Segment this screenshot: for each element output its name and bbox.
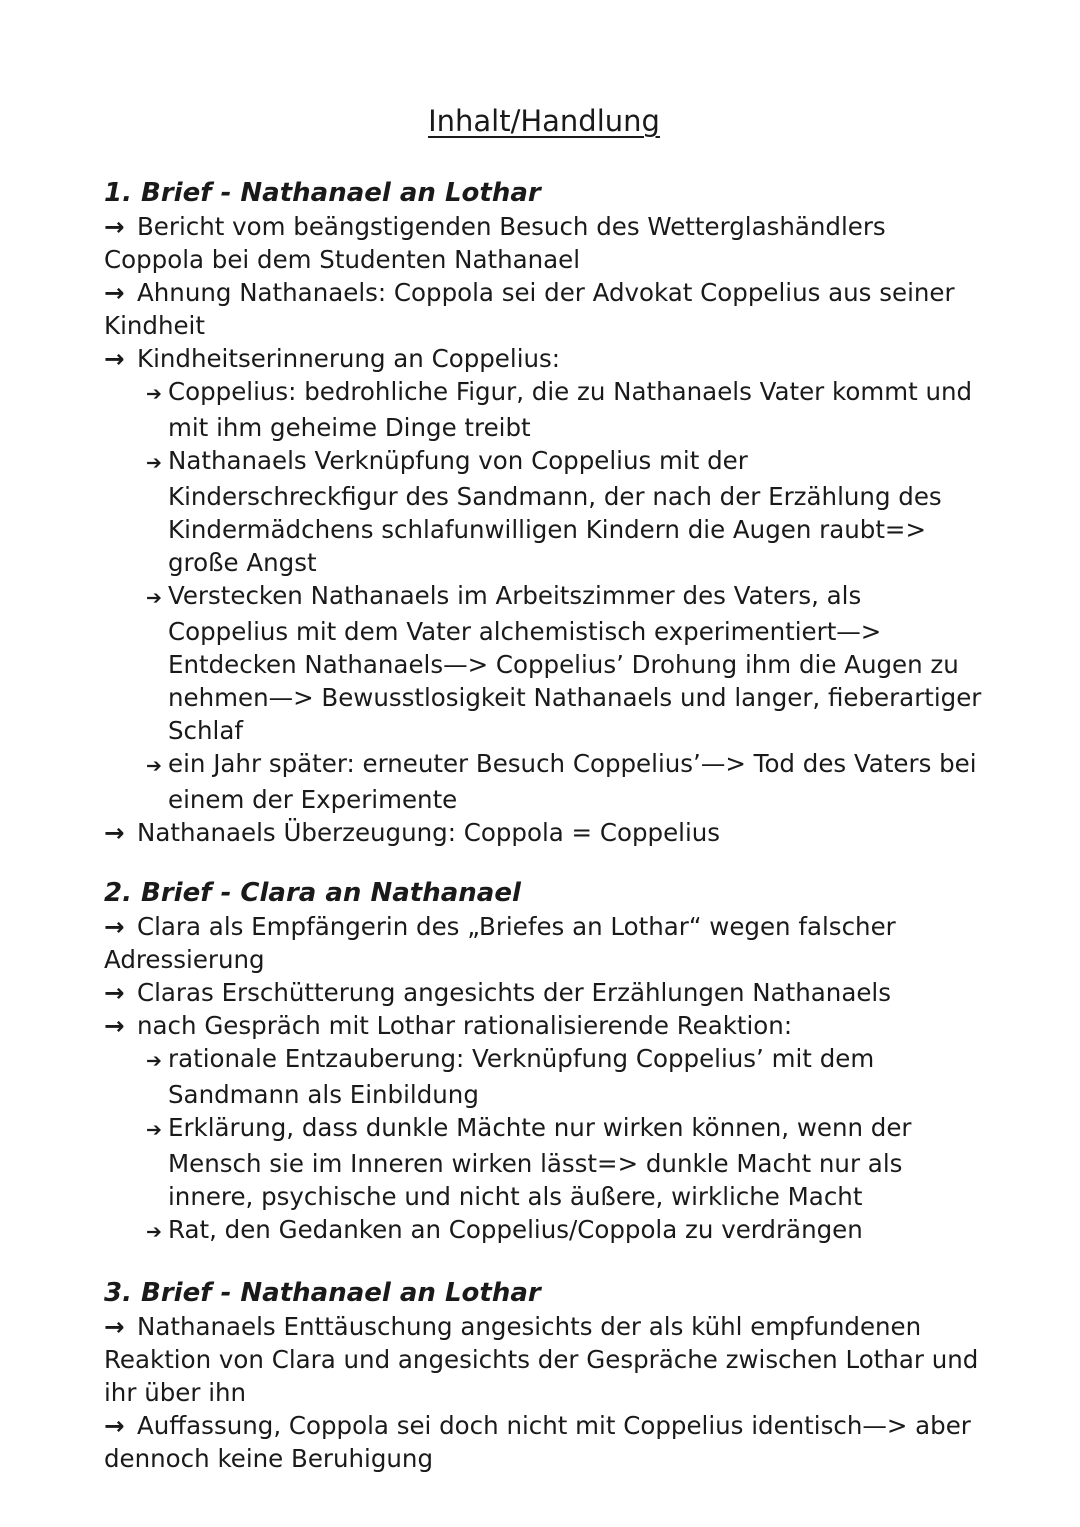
small-arrow-right-icon: ➔ [146,383,162,405]
list-item: → nach Gespräch mit Lothar rationalisierende Reaktion: [104,1011,793,1040]
sub-list-item: ➔ rationale Entzauberung: Verknüpfung Coppelius’ mit dem Sandmann als Einbildung [146,1044,875,1109]
list-item: → Nathanaels Überzeugung: Coppola = Coppelius [104,818,721,847]
small-arrow-right-icon: ➔ [146,1119,162,1141]
section-heading: 3. Brief - Nathanael an Lothar [104,1278,541,1308]
small-arrow-right-icon: ➔ [146,1050,162,1072]
small-arrow-right-icon: ➔ [146,1221,162,1243]
list-item: → Claras Erschütterung angesichts der Erzählungen Nathanaels [104,978,891,1007]
sub-list-item: ➔ Coppelius: bedrohliche Figur, die zu Nathanaels Vater kommt und mit ihm geheime Dinge treibt [146,377,973,442]
section-heading: 2. Brief - Clara an Nathanael [104,878,521,908]
arrow-right-icon: → [104,212,125,241]
small-arrow-right-icon: ➔ [146,587,162,609]
list-item: → Auffassung, Coppola sei doch nicht mit Coppelius identisch—> aber dennoch keine Beruhigung [104,1411,971,1473]
arrow-right-icon: → [104,344,125,373]
section-brief-1 [104,176,984,849]
list-item: → Clara als Empfängerin des „Briefes an Lothar“ wegen falscher Adressierung [104,912,896,974]
arrow-right-icon: → [104,1011,125,1040]
arrow-right-icon: → [104,1411,125,1440]
small-arrow-right-icon: ➔ [146,452,162,474]
sub-list-item: ➔ Verstecken Nathanaels im Arbeitszimmer des Vaters, als Coppelius mit dem Vater alchemistisch experimentiert—> Entdecken Nathanaels—> Coppelius’ Drohung ihm die Augen zu nehmen—> Bewusstlosigkeit Nathanaels und langer, fieberartiger Schlaf [146,581,982,745]
arrow-right-icon: → [104,278,125,307]
list-item: → Nathanaels Enttäuschung angesichts der als kühl empfundenen Reaktion von Clara und angesichts der Gespräche zwischen Lothar und ihr über ihn [104,1312,979,1407]
section-brief-2 [104,876,984,1249]
sub-list-item: ➔ Rat, den Gedanken an Coppelius/Coppola zu verdrängen [104,1213,984,1249]
arrow-right-icon: → [104,912,125,941]
list-item: → Kindheitserinnerung an Coppelius: [104,344,561,373]
page-title: Inhalt/Handlung [428,104,660,138]
list-item: → Ahnung Nathanaels: Coppola sei der Advokat Coppelius aus seiner Kindheit [104,278,955,340]
sub-list-item: ➔ Erklärung, dass dunkle Mächte nur wirken können, wenn der Mensch sie im Inneren wirken lässt=> dunkle Macht nur als innere, psychische und nicht als äußere, wirkliche Macht [146,1113,912,1211]
document-page [104,100,984,1502]
small-arrow-right-icon: ➔ [146,755,162,777]
sub-list-item: ➔ ein Jahr später: erneuter Besuch Coppelius’—> Tod des Vaters bei einem der Experimente [146,749,977,814]
arrow-right-icon: → [104,818,125,847]
section-brief-3 [104,1276,984,1475]
arrow-right-icon: → [104,978,125,1007]
list-item: → Bericht vom beängstigenden Besuch des Wetterglashändlers Coppola bei dem Studenten Nathanael [104,212,886,274]
sub-list-item: ➔ Nathanaels Verknüpfung von Coppelius mit der Kinderschreckfigur des Sandmann, der nach der Erzählung des Kindermädchens schlafunwilligen Kindern die Augen raubt=> große Angst [146,446,942,577]
section-heading: 1. Brief - Nathanael an Lothar [104,178,541,208]
arrow-right-icon: → [104,1312,125,1341]
